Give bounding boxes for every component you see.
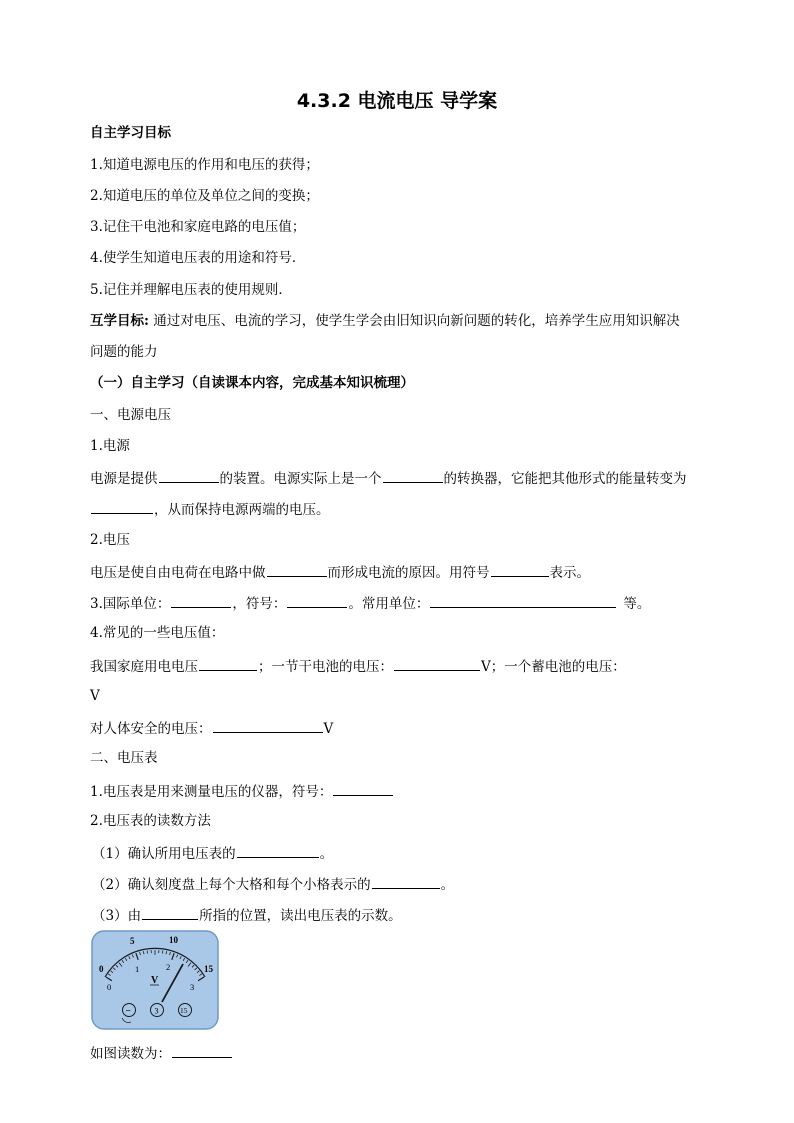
safe-voltage-sentence (90, 718, 333, 738)
mutual-goal-label: 互学目标: (90, 313, 149, 329)
sub1-heading: 1.电源 (90, 438, 130, 454)
fill-blank[interactable] (159, 468, 219, 483)
fill-blank[interactable] (237, 843, 319, 858)
outer-label-5: 5 (130, 936, 135, 946)
power-source-sentence-cont (90, 499, 330, 519)
reading-step-3 (92, 905, 402, 925)
section1-heading: 一、电源电压 (90, 407, 171, 423)
mutual-goal-text: 通过对电压、电流的学习，使学生学会由旧知识向新问题的转化，培养学生应用知识解决 (148, 313, 680, 329)
voltage-sentence (90, 562, 590, 582)
reading-step-2 (92, 874, 454, 894)
power-source-sentence (90, 468, 687, 488)
fill-blank[interactable] (213, 718, 323, 733)
reading-step-1 (92, 843, 333, 863)
text-segment: ，符号： (232, 596, 287, 612)
goal-item-4: 4.使学生知道电压表的用途和符号． (90, 250, 306, 266)
terminal-3v-label: 3 (154, 1006, 159, 1016)
text-segment: 。常用单位： (348, 596, 430, 612)
text-segment: 1.电压表是用来测量电压的仪器，符号： (90, 784, 333, 800)
common-voltages-sentence (90, 656, 626, 676)
unit-label: V (151, 975, 159, 986)
text-segment: 对人体安全的电压： (90, 721, 212, 737)
fill-blank[interactable] (394, 656, 480, 671)
fill-blank[interactable] (171, 593, 231, 608)
text-segment: V；一个蓄电池的电压： (481, 659, 626, 675)
part1-heading: （一）自主学习（自读课本内容，完成基本知识梳理） (90, 375, 414, 391)
text-segment: 的转换器，它能把其他形式的能量转变为 (443, 471, 687, 487)
answer-line (90, 1043, 233, 1063)
fill-blank[interactable] (199, 656, 257, 671)
text-segment: （1）确认所用电压表的 (92, 846, 236, 862)
page-title: 4.3.2 电流电压 导学案 (296, 90, 498, 112)
text-segment: 表示。 (549, 565, 590, 581)
voltmeter-figure (91, 930, 219, 1030)
text-segment: ，从而保持电源两端的电压。 (154, 502, 330, 518)
inner-label-1: 1 (135, 964, 140, 974)
reading-method-heading: 2.电压表的读数方法 (90, 813, 211, 829)
voltmeter-symbol-sentence (90, 781, 394, 801)
fill-blank[interactable] (383, 468, 443, 483)
mutual-goal-continued: 问题的能力 (90, 344, 158, 360)
text-segment: ；一节干电池的电压： (258, 659, 393, 675)
fill-blank[interactable] (333, 781, 393, 796)
goal-item-3: 3.记住干电池和家庭电路的电压值； (90, 219, 306, 235)
text-segment: 而形成电流的原因。用符号 (327, 565, 490, 581)
text-segment: 3.国际单位： (90, 596, 171, 612)
p4-heading: 4.常见的一些电压值： (90, 625, 225, 641)
goal-item-5: 5.记住并理解电压表的使用规则． (90, 282, 292, 298)
inner-label-2: 2 (166, 962, 171, 972)
fill-blank[interactable] (372, 874, 440, 889)
fill-blank[interactable] (142, 905, 198, 920)
fill-blank[interactable] (91, 499, 153, 514)
self-goal-heading: 自主学习目标 (90, 125, 171, 141)
sub2-heading: 2.电压 (90, 532, 130, 548)
text-segment: 的装置。电源实际上是一个 (219, 471, 382, 487)
common-voltages-unit: V (90, 688, 100, 704)
fill-blank[interactable] (287, 593, 347, 608)
goal-item-1: 1.知道电源电压的作用和电压的获得； (90, 157, 319, 173)
outer-label-10: 10 (169, 935, 178, 945)
terminal-negative-label: − (125, 1005, 131, 1016)
fill-blank[interactable] (172, 1043, 232, 1058)
text-segment: 电压是使自由电荷在电路中做 (90, 565, 266, 581)
inner-label-3: 3 (190, 982, 195, 992)
goal-item-2: 2.知道电压的单位及单位之间的变换； (90, 188, 319, 204)
text-segment: 如图读数为： (90, 1046, 171, 1062)
fill-blank[interactable] (430, 593, 616, 608)
text-segment: （2）确认刻度盘上每个大格和每个小格表示的 (92, 877, 371, 893)
text-segment: （3）由 (92, 908, 142, 924)
terminal-15v-label: 15 (180, 1006, 188, 1015)
text-segment: 。 (440, 877, 455, 893)
fill-blank[interactable] (267, 562, 327, 577)
fill-blank[interactable] (491, 562, 549, 577)
outer-label-15: 15 (204, 964, 213, 974)
text-segment: 我国家庭用电电压 (90, 659, 198, 675)
inner-label-0: 0 (107, 982, 112, 992)
text-segment: V (323, 721, 334, 737)
text-segment: 所指的位置，读出电压表的示数。 (199, 908, 402, 924)
text-segment: 。 (319, 846, 334, 862)
outer-label-0: 0 (99, 964, 104, 974)
mutual-goal (90, 312, 680, 330)
text-segment: 电源是提供 (90, 471, 158, 487)
units-sentence (90, 593, 650, 613)
text-segment: 等。 (623, 596, 651, 612)
section2-heading: 二、电压表 (90, 750, 158, 766)
